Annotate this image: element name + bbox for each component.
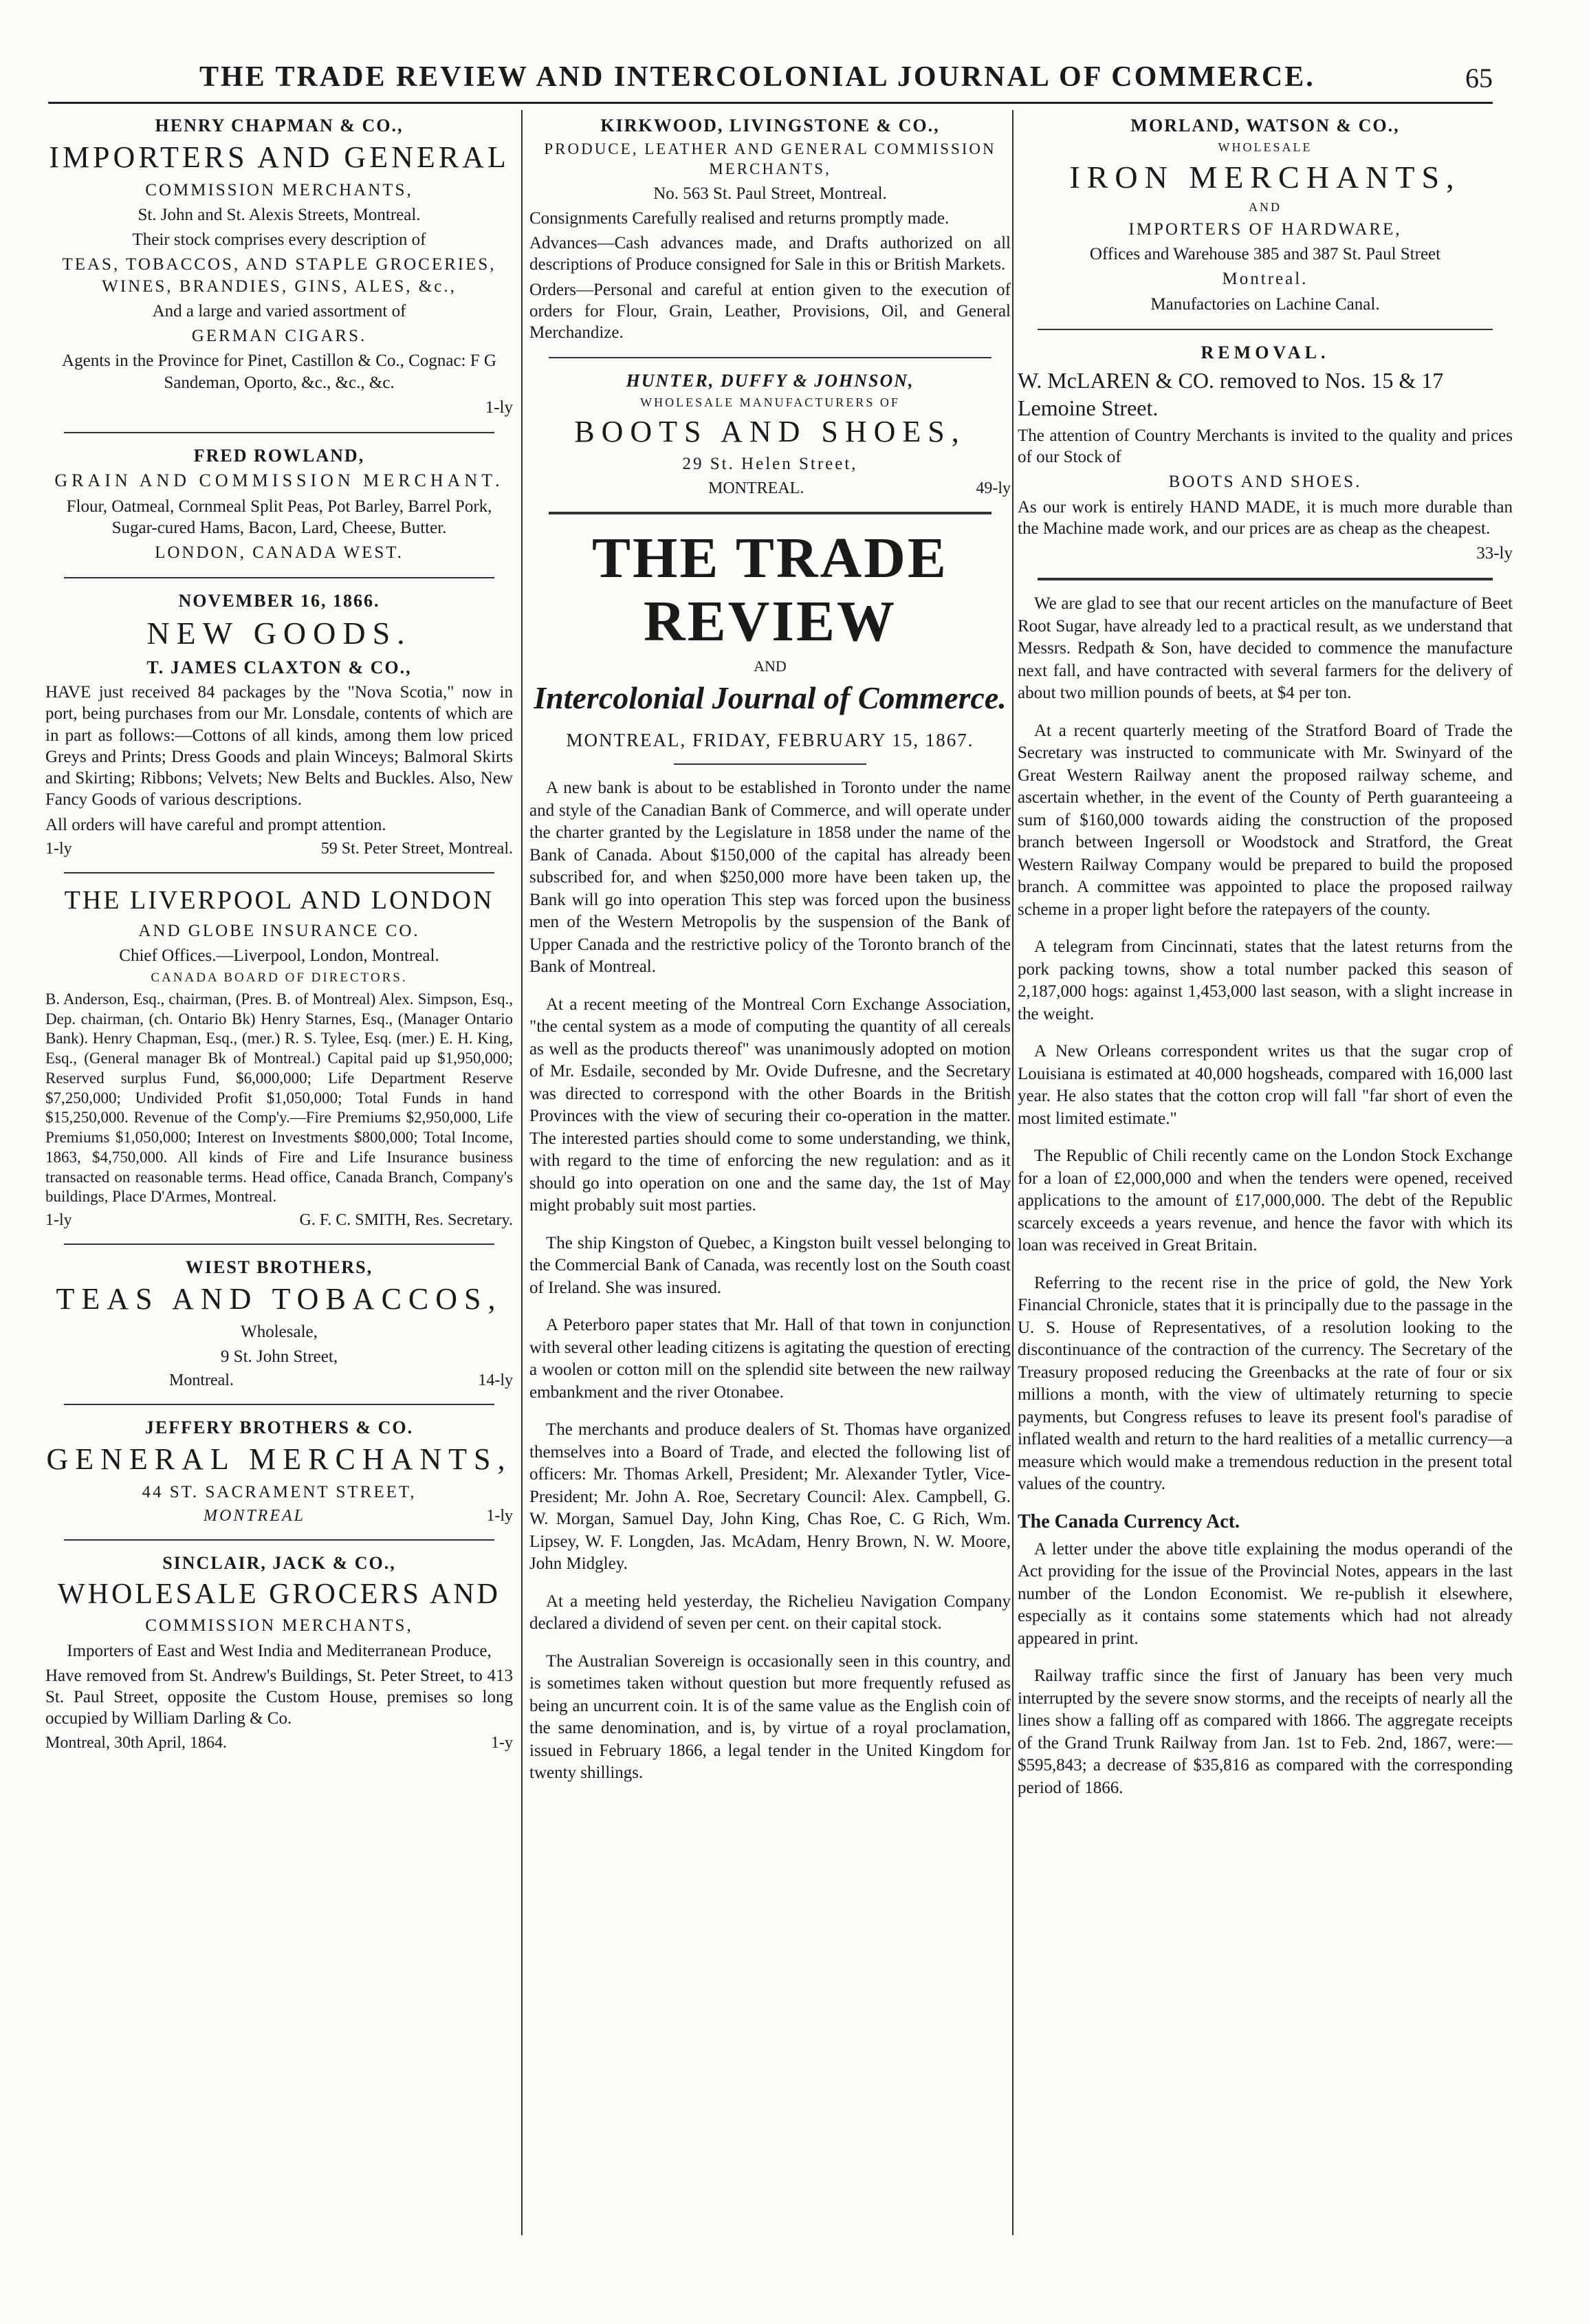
article-paragraph: A letter under the above title explaining the modus operandi of the Act providing for the issue of the Provincial Notes, appears in the last number of the London Economist. We re-publish it elsewhere, especially as it contains some statements which had not already appeared in print. <box>1018 1539 1513 1648</box>
ad-subhead: COMMISSION MERCHANTS, <box>145 180 413 199</box>
ad-removal <box>1018 343 1513 565</box>
divider <box>64 1404 494 1405</box>
ad-text: B. Anderson, Esq., chairman, (Pres. B. of Montreal) Alex. Simpson, Esq., Dep. chairman, (ch. Ontario Bk) Henry Starnes, Esq., (Manager Ontario Bank). Henry Chapman, Esq., (mer.) R. S. Tylee, Esq. (mer.) E. H. King, Esq., (General manager Bk of Montreal.) Capital paid up $1,950,000; Reserved surplus Fund, $6,000,000; Life Department Reserve $7,250,000; Undivided Profit $1,050,000; Total Funds in hand $15,250,000. Revenue of the Comp'y.—Fire Premiums $2,950,000, Life Premiums $1,050,000; Interest on Investments $800,000; Total Income, 1863, $4,750,000. All kinds of Fire and Life Insurance business transacted on reasonable terms. Head office, Canada Branch, Company's buildings, Place D'Armes, Montreal. <box>45 990 513 1206</box>
ad-goods: BOOTS AND SHOES. <box>1168 473 1362 492</box>
ad-text: Have removed from St. Andrew's Buildings, St. Peter Street, to 413 St. Paul Street, opposite the Custom House, premises so long occupied by William Darling & Co. <box>45 1666 513 1728</box>
ad-text: Agents in the Province for Pinet, Castillon & Co., Cognac: F G Sandeman, Oporto, &c., &c., &c. <box>62 351 496 392</box>
ad-jeffery <box>45 1418 513 1525</box>
header-rule <box>48 102 1493 104</box>
ad-footer <box>529 479 1011 498</box>
ad-firm: JEFFERY BROTHERS & CO. <box>144 1418 414 1438</box>
ad-code: 1-ly <box>45 839 72 858</box>
ad-subhead: AND GLOBE INSURANCE CO. <box>138 921 420 940</box>
article-paragraph: The ship Kingston of Quebec, a Kingston built vessel belonging to the Commercial Bank of Canada, was recently lost on the South coast of Ireland. She was insured. <box>529 1233 1011 1297</box>
column-2 <box>529 110 1011 2283</box>
ad-sinclair <box>45 1553 513 1752</box>
article-paragraph: A New Orleans correspondent writes us that the sugar crop of Louisiana is estimated at 40,000 hogsheads, compared with 16,000 last year. He also states that the cotton crop will fall "far short of even the most limited estimate." <box>1018 1042 1513 1128</box>
article-list <box>529 777 1011 1785</box>
article-paragraph: A new bank is about to be established in Toronto under the name and style of the Canadian Bank of Commerce, and will operate under the charter granted by the Legislature in 1858 under the name of the Bank of Canada. About $150,000 of the capital has already been subscribed for, and when $250,000 more have been taken up, the Bank will go into operation This step was forced upon the business men of the Western Metropolis by the suspension of the Bank of Upper Canada and the restrictive policy of the Toronto branch of the Bank of Montreal. <box>529 779 1011 977</box>
ad-code: 1-ly <box>485 398 513 417</box>
ad-subhead: IMPORTERS OF HARDWARE, <box>1128 219 1402 239</box>
ad-text: Consignments Carefully realised and returns promptly made. <box>529 208 950 228</box>
ad-rowland <box>45 446 513 563</box>
ad-city: MONTREAL. <box>708 479 804 497</box>
page-number: 65 <box>1465 63 1493 94</box>
ad-firm: T. JAMES CLAXTON & CO., <box>146 658 412 678</box>
article-paragraph: We are glad to see that our recent articles on the manufacture of Beet Root Sugar, have already led to a practical result, as we understand that Messrs. Redpath & Son, have decided to commence the manufacture next fall, and have contracted with several farmers for the delivery of about two million pounds of beets, at $4 per ton. <box>1018 594 1513 703</box>
ad-place: LONDON, CANADA WEST. <box>155 543 404 563</box>
ad-goods: GERMAN CIGARS. <box>191 327 367 346</box>
ad-headline: GENERAL MERCHANTS, <box>46 1442 512 1477</box>
column-3 <box>1018 110 1513 2283</box>
masthead-and: AND <box>754 658 787 675</box>
ad-headline: REMOVAL. <box>1201 342 1330 362</box>
ad-address: 44 ST. SACRAMENT STREET, <box>142 1482 417 1501</box>
ad-headline: PRODUCE, LEATHER AND GENERAL COMMISSION MERCHANTS, <box>544 140 996 177</box>
ad-headline: TEAS AND TOBACCOS, <box>56 1282 503 1316</box>
divider <box>64 1539 494 1541</box>
ad-date: NOVEMBER 16, 1866. <box>178 591 380 611</box>
ad-address: 59 St. Peter Street, Montreal. <box>320 839 513 858</box>
ad-headline: NEW GOODS. <box>146 616 412 651</box>
divider <box>64 432 494 433</box>
article-list <box>1018 593 1513 1496</box>
ad-kirkwood <box>529 116 1011 343</box>
ad-subhead: WHOLESALE MANUFACTURERS OF <box>640 395 900 410</box>
ad-text: Chief Offices.—Liverpool, London, Montreal. <box>119 946 439 965</box>
ad-subhead: AND <box>1249 200 1282 215</box>
divider <box>1038 329 1493 330</box>
running-head: THE TRADE REVIEW AND INTERCOLONIAL JOURNAL OF COMMERCE. <box>199 61 1315 93</box>
ad-headline: IRON MERCHANTS, <box>1069 159 1461 195</box>
divider <box>1038 578 1493 580</box>
ad-subhead: CANADA BOARD OF DIRECTORS. <box>151 970 408 986</box>
divider <box>64 1244 494 1245</box>
divider <box>64 872 494 873</box>
divider <box>549 512 991 514</box>
ad-footer <box>45 840 513 858</box>
ad-text: As our work is entirely HAND MADE, it is much more durable than the Machine made work, and our prices are as cheap as the cheapest. <box>1018 497 1513 538</box>
ad-text: 9 St. John Street, <box>220 1347 338 1367</box>
article-paragraph: A Peterboro paper states that Mr. Hall of that town in conjunction with several other leading citizens is agitating the question of erecting a woolen or cotton mill on the splendid site between the new railway embankment and the river Otonabee. <box>529 1316 1011 1402</box>
article-paragraph: At a meeting held yesterday, the Richelieu Navigation Company declared a dividend of seven per cent. on their capital stock. <box>529 1592 1011 1633</box>
masthead-subtitle: Intercolonial Journal of Commerce. <box>534 680 1007 716</box>
ad-firm: FRED ROWLAND, <box>193 446 365 466</box>
ad-firm: HUNTER, DUFFY & JOHNSON, <box>626 371 914 391</box>
ad-text: Importers of East and West India and Mediterranean Produce, <box>67 1641 492 1660</box>
ad-headline: THE LIVERPOOL AND LONDON <box>64 885 494 915</box>
ad-firm: SINCLAIR, JACK & CO., <box>162 1553 396 1574</box>
divider <box>549 357 991 358</box>
ad-text: Their stock comprises every description of <box>132 230 426 250</box>
ad-footer <box>45 1371 513 1390</box>
ad-address: St. John and St. Alexis Streets, Montreal. <box>138 205 421 224</box>
article-paragraph: The Australian Sovereign is occasionally seen in this country, and is sometimes taken without question but more frequently refused as being an uncurrent coin. It is of the same value as the English coin of the same denomination, and is, by virtue of a royal proclamation, issued in February 1866, a legal tender in the United Kingdom for twenty shillings. <box>529 1651 1011 1783</box>
article-paragraph: Referring to the recent rise in the price of gold, the New York Financial Chronicle, states that it is principally due to the passage in the U. S. House of Representatives, of a resolution looking to the discontinuance of the contraction of the currency. The Secretary of the Treasury proposed reducing the Greenbacks at the rate of four or six millions a month, with the view of ultimately returning to specie payments, but Congress refuses to leave its present fool's paradise of inflated wealth and return to the hard realities of a metallic currency—a measure which would make a tremendous reduction in the present total values of the country. <box>1018 1273 1513 1494</box>
ad-footer <box>45 1211 513 1230</box>
article-paragraph: The merchants and produce dealers of St. Thomas have organized themselves into a Board of Trade, and elected the following list of officers: Mr. Thomas Arkell, President; Mr. Alexander Tytler, Vice-President; Mr. John A. Roe, Secretary Council: Alex. Campbell, G. W. Morgan, Samuel Day, John King, Chas Roe, C. G Rich, Wm. Lipsey, W. F. Longden, Jas. McAdam, Henry Brown, N. W. Moore, John Midgley. <box>529 1420 1011 1574</box>
ad-code: 14-ly <box>478 1371 513 1390</box>
ad-text: Wholesale, <box>241 1322 318 1341</box>
ad-code: 1-y <box>491 1733 513 1752</box>
ad-goods: TEAS, TOBACCOS, AND STAPLE GROCERIES, WINES, BRANDIES, GINS, ALES, &c., <box>62 255 496 296</box>
column-rule <box>1012 110 1013 2235</box>
ad-wiest <box>45 1257 513 1390</box>
ad-address: No. 563 St. Paul Street, Montreal. <box>653 184 887 203</box>
ad-date: Montreal, 30th April, 1864. <box>45 1733 227 1752</box>
ad-text: HAVE just received 84 packages by the "Nova Scotia," now in port, being purchases from our Mr. Lonsdale, contents of which are in part as follows:—Cottons of all kinds, among them low priced Greys and Prints; Dress Goods and plain Winceys; Balmoral Skirts and Skirting; Ribbons; Velvets; New Belts and Buckles. Also, New Fancy Goods of various descriptions. <box>45 683 513 810</box>
ad-code: 1-ly <box>45 1211 72 1230</box>
column-rule <box>521 110 523 2235</box>
ad-text: Orders—Personal and careful at ention given to the execution of orders for Flour, Grain, Leather, Provisions, Oil, and General Merchandize. <box>529 280 1011 342</box>
article-paragraph: At a recent quarterly meeting of the Stratford Board of Trade the Secretary was instructed to communicate with Mr. Swinyard of the Great Western Railway anent the proposed railway scheme, and ascertain whether, in the event of the County of Perth guaranteeing a sum of $160,000 towards aiding the construction of the proposed branch between Ingersoll or Woodstock and Stratford, the Great Western Railway Company would be prepared to build the proposed branch. A committee was appointed to place the proposed railway scheme in a proper light before the ratepayers of the county. <box>1018 721 1513 919</box>
ad-subhead: COMMISSION MERCHANTS, <box>145 1616 413 1636</box>
masthead-title: THE TRADE REVIEW <box>592 525 948 653</box>
ad-text: Advances—Cash advances made, and Drafts authorized on all descriptions of Produce consigned for Sale in this or British Markets. <box>529 234 1011 274</box>
ad-firm: KIRKWOOD, LIVINGSTONE & CO., <box>600 116 940 135</box>
ad-headline: IMPORTERS AND GENERAL <box>49 140 509 174</box>
ad-code: 1-ly <box>486 1507 513 1525</box>
ad-firm: WIEST BROTHERS, <box>185 1257 373 1278</box>
column-1 <box>45 110 513 2283</box>
ad-address: 29 St. Helen Street, <box>682 455 858 474</box>
ad-city: MONTREAL <box>204 1507 306 1525</box>
divider <box>64 577 494 578</box>
ad-hunter <box>529 371 1011 497</box>
divider <box>674 763 866 765</box>
ad-liverpool <box>45 886 513 1230</box>
dateline: MONTREAL, FRIDAY, FEBRUARY 15, 1867. <box>566 730 974 751</box>
article-paragraph: At a recent meeting of the Montreal Corn Exchange Association, "the cental system as a mode of computing the quantity of all cereals as well as the products thereof" was unanimously adopted on motion of Mr. Esdaile, seconded by Mr. Ovide Dufresne, and the Secretary was directed to correspond with the other Boards in the British Provinces with the view of securing their co-operation in the matter. The interested parties should come to some understanding, we think, with regard to the time of enforcing the new regulation: and as it should go into operation on one and the same day, the 1st of May might probably suit most parties. <box>529 995 1011 1215</box>
ad-claxton <box>45 591 513 858</box>
ad-chapman <box>45 116 513 418</box>
ad-footer <box>45 1507 513 1525</box>
article-paragraph: A telegram from Cincinnati, states that the latest returns from the pork packing towns, show a total number packed this season of 2,187,000 hogs: against 1,453,000 last season, with a slight increase in the weight. <box>1018 937 1513 1023</box>
ad-text: Manufactories on Lachine Canal. <box>1150 294 1380 314</box>
ad-city: Montreal. <box>169 1371 234 1390</box>
ad-firm: MORLAND, WATSON & CO., <box>1130 116 1400 135</box>
ad-subhead: WHOLESALE <box>1218 140 1313 154</box>
masthead <box>529 527 1011 717</box>
ad-headline: BOOTS AND SHOES, <box>574 414 966 448</box>
ad-city: Montreal. <box>1222 270 1308 289</box>
ad-headline: WHOLESALE GROCERS AND <box>57 1578 501 1611</box>
ad-text: Offices and Warehouse 385 and 387 St. Paul Street <box>1089 245 1441 264</box>
ad-morland <box>1018 116 1513 315</box>
ad-code: 49-ly <box>976 479 1011 497</box>
ad-code: 33-ly <box>1476 544 1513 563</box>
ad-text: Flour, Oatmeal, Cornmeal Split Peas, Pot Barley, Barrel Pork, Sugar-cured Hams, Bacon, Lard, Cheese, Butter. <box>66 497 492 537</box>
article-paragraph: Railway traffic since the first of January has been very much interrupted by the severe snow storms, and the receipts of nearly all the lines show a falling off as compared with 1866. The aggregate receipts of the Grand Trunk Railway from Jan. 1st to Feb. 2nd, 1867, were:—$595,843; a decrease of $35,816 as compared with the corresponding period of 1866. <box>1018 1666 1513 1797</box>
ad-text: All orders will have careful and prompt attention. <box>45 815 386 834</box>
section-heading: The Canada Currency Act. <box>1018 1510 1240 1532</box>
article-paragraph: The Republic of Chili recently came on the London Stock Exchange for a loan of £2,000,000 and when the tenders were opened, received applications to the amount of £17,000,000. The debt of the Republic scarcely exceeds a years revenue, and hence the favor with which its loan was received in Great Britain. <box>1018 1147 1513 1255</box>
ad-text: And a large and varied assortment of <box>152 301 406 321</box>
ad-text: The attention of Country Merchants is invited to the quality and prices of our Stock of <box>1018 426 1513 467</box>
ad-lead: W. McLAREN & CO. removed to Nos. 15 & 17 Lemoine Street. <box>1018 367 1444 420</box>
ad-secretary: G. F. C. SMITH, Res. Secretary. <box>299 1211 513 1230</box>
article-list <box>1018 1539 1513 1800</box>
ad-headline: GRAIN AND COMMISSION MERCHANT. <box>54 470 504 491</box>
ad-footer <box>45 1734 513 1752</box>
ad-firm: HENRY CHAPMAN & CO., <box>155 116 404 135</box>
